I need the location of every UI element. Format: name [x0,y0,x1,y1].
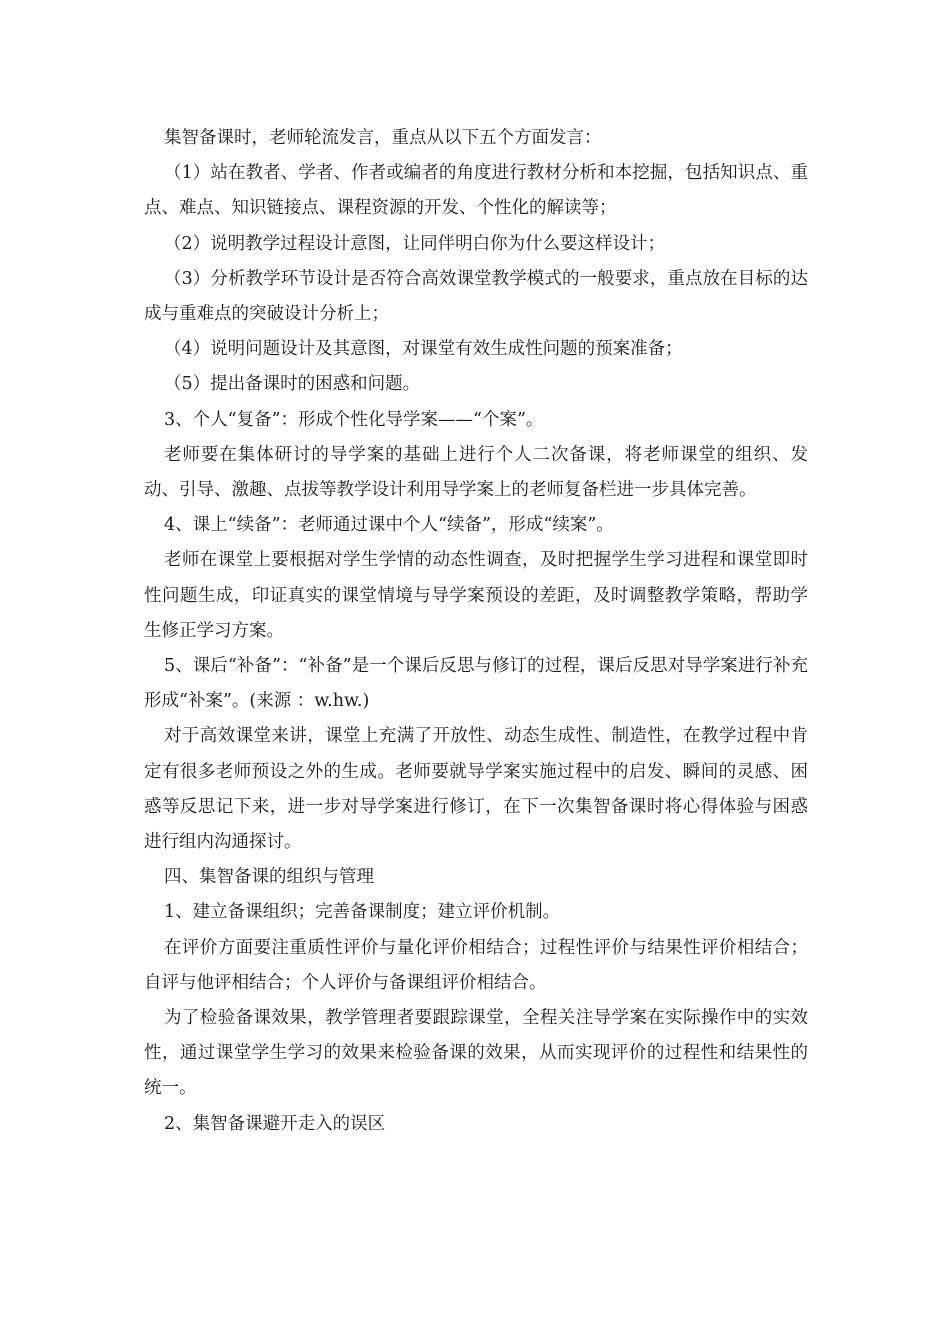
paragraph-body-4: 老师在课堂上要根据对学生学情的动态性调查，及时把握学生学习进程和课堂即时性问题生成，印证真实的课堂情境与导学案预设的差距，及时调整教学策略，帮助学生修正学习方案。 [144,550,808,641]
paragraph-point-4: （4）说明问题设计及其意图，对课堂有效生成性问题的预案准备； [164,339,683,360]
paragraph-body-5: 对于高效课堂来讲，课堂上充满了开放性、动态生成性、制造性，在教学过程中肯定有很多老师预设之外的生成。老师要就导学案实施过程中的启发、瞬间的灵感、困惑等反思记下来，进一步对导学案进行修订，在下一次集智备课时将心得体验与困惑进行组内沟通探讨。 [144,726,808,853]
paragraph-point-2: （2）说明教学过程设计意图，让同伴明白你为什么要这样设计； [164,233,666,254]
section-heading-4: 四、集智备课的组织与管理 [164,867,374,888]
paragraph-heading-3: 3、个人“复备”：形成个性化导学案——“个案”。 [164,409,544,430]
paragraph-heading-4: 4、课上“续备”：老师通过课中个人“续备”，形成“续案”。 [164,515,614,536]
paragraph-verification: 为了检验备课效果，教学管理者要跟踪课堂，全程关注导学案在实际操作中的实效性，通过课堂学生学习的效果来检验备课的效果，从而实现评价的过程性和结果性的统一。 [144,1008,808,1099]
paragraph-point-1: （1）站在教者、学者、作者或编者的角度进行教材分析和本挖掘，包括知识点、重点、难点、知识链接点、课程资源的开发、个性化的解读等； [144,163,808,219]
paragraph-body-3: 老师要在集体研讨的导学案的基础上进行个人二次备课，将老师课堂的组织、发动、引导、激趣、点拔等教学设计利用导学案上的老师复备栏进一步具体完善。 [144,444,808,501]
paragraph-sub-2: 2、集智备课避开走入的误区 [164,1113,386,1134]
paragraph-point-5: （5）提出备课时的困惑和问题。 [164,374,421,395]
paragraph-evaluation: 在评价方面要注重质性评价与量化评价相结合；过程性评价与结果性评价相结合；自评与他评相结合；个人评价与备课组评价相结合。 [144,937,808,993]
paragraph-intro: 集智备课时，老师轮流发言，重点从以下五个方面发言： [164,128,602,148]
paragraph-point-3: （3）分析教学环节设计是否符合高效课堂教学模式的一般要求，重点放在目标的达成与重难点的突破设计分析上； [144,268,808,325]
document-body [144,121,808,1142]
paragraph-sub-1: 1、建立备课组织；完善备课制度；建立评价机制。 [164,902,561,923]
paragraph-heading-5: 5、课后“补备”：“补备”是一个课后反思与修订的过程，课后反思对导学案进行补充形成“补案”。(来源 ：w.hw.) [144,656,808,712]
